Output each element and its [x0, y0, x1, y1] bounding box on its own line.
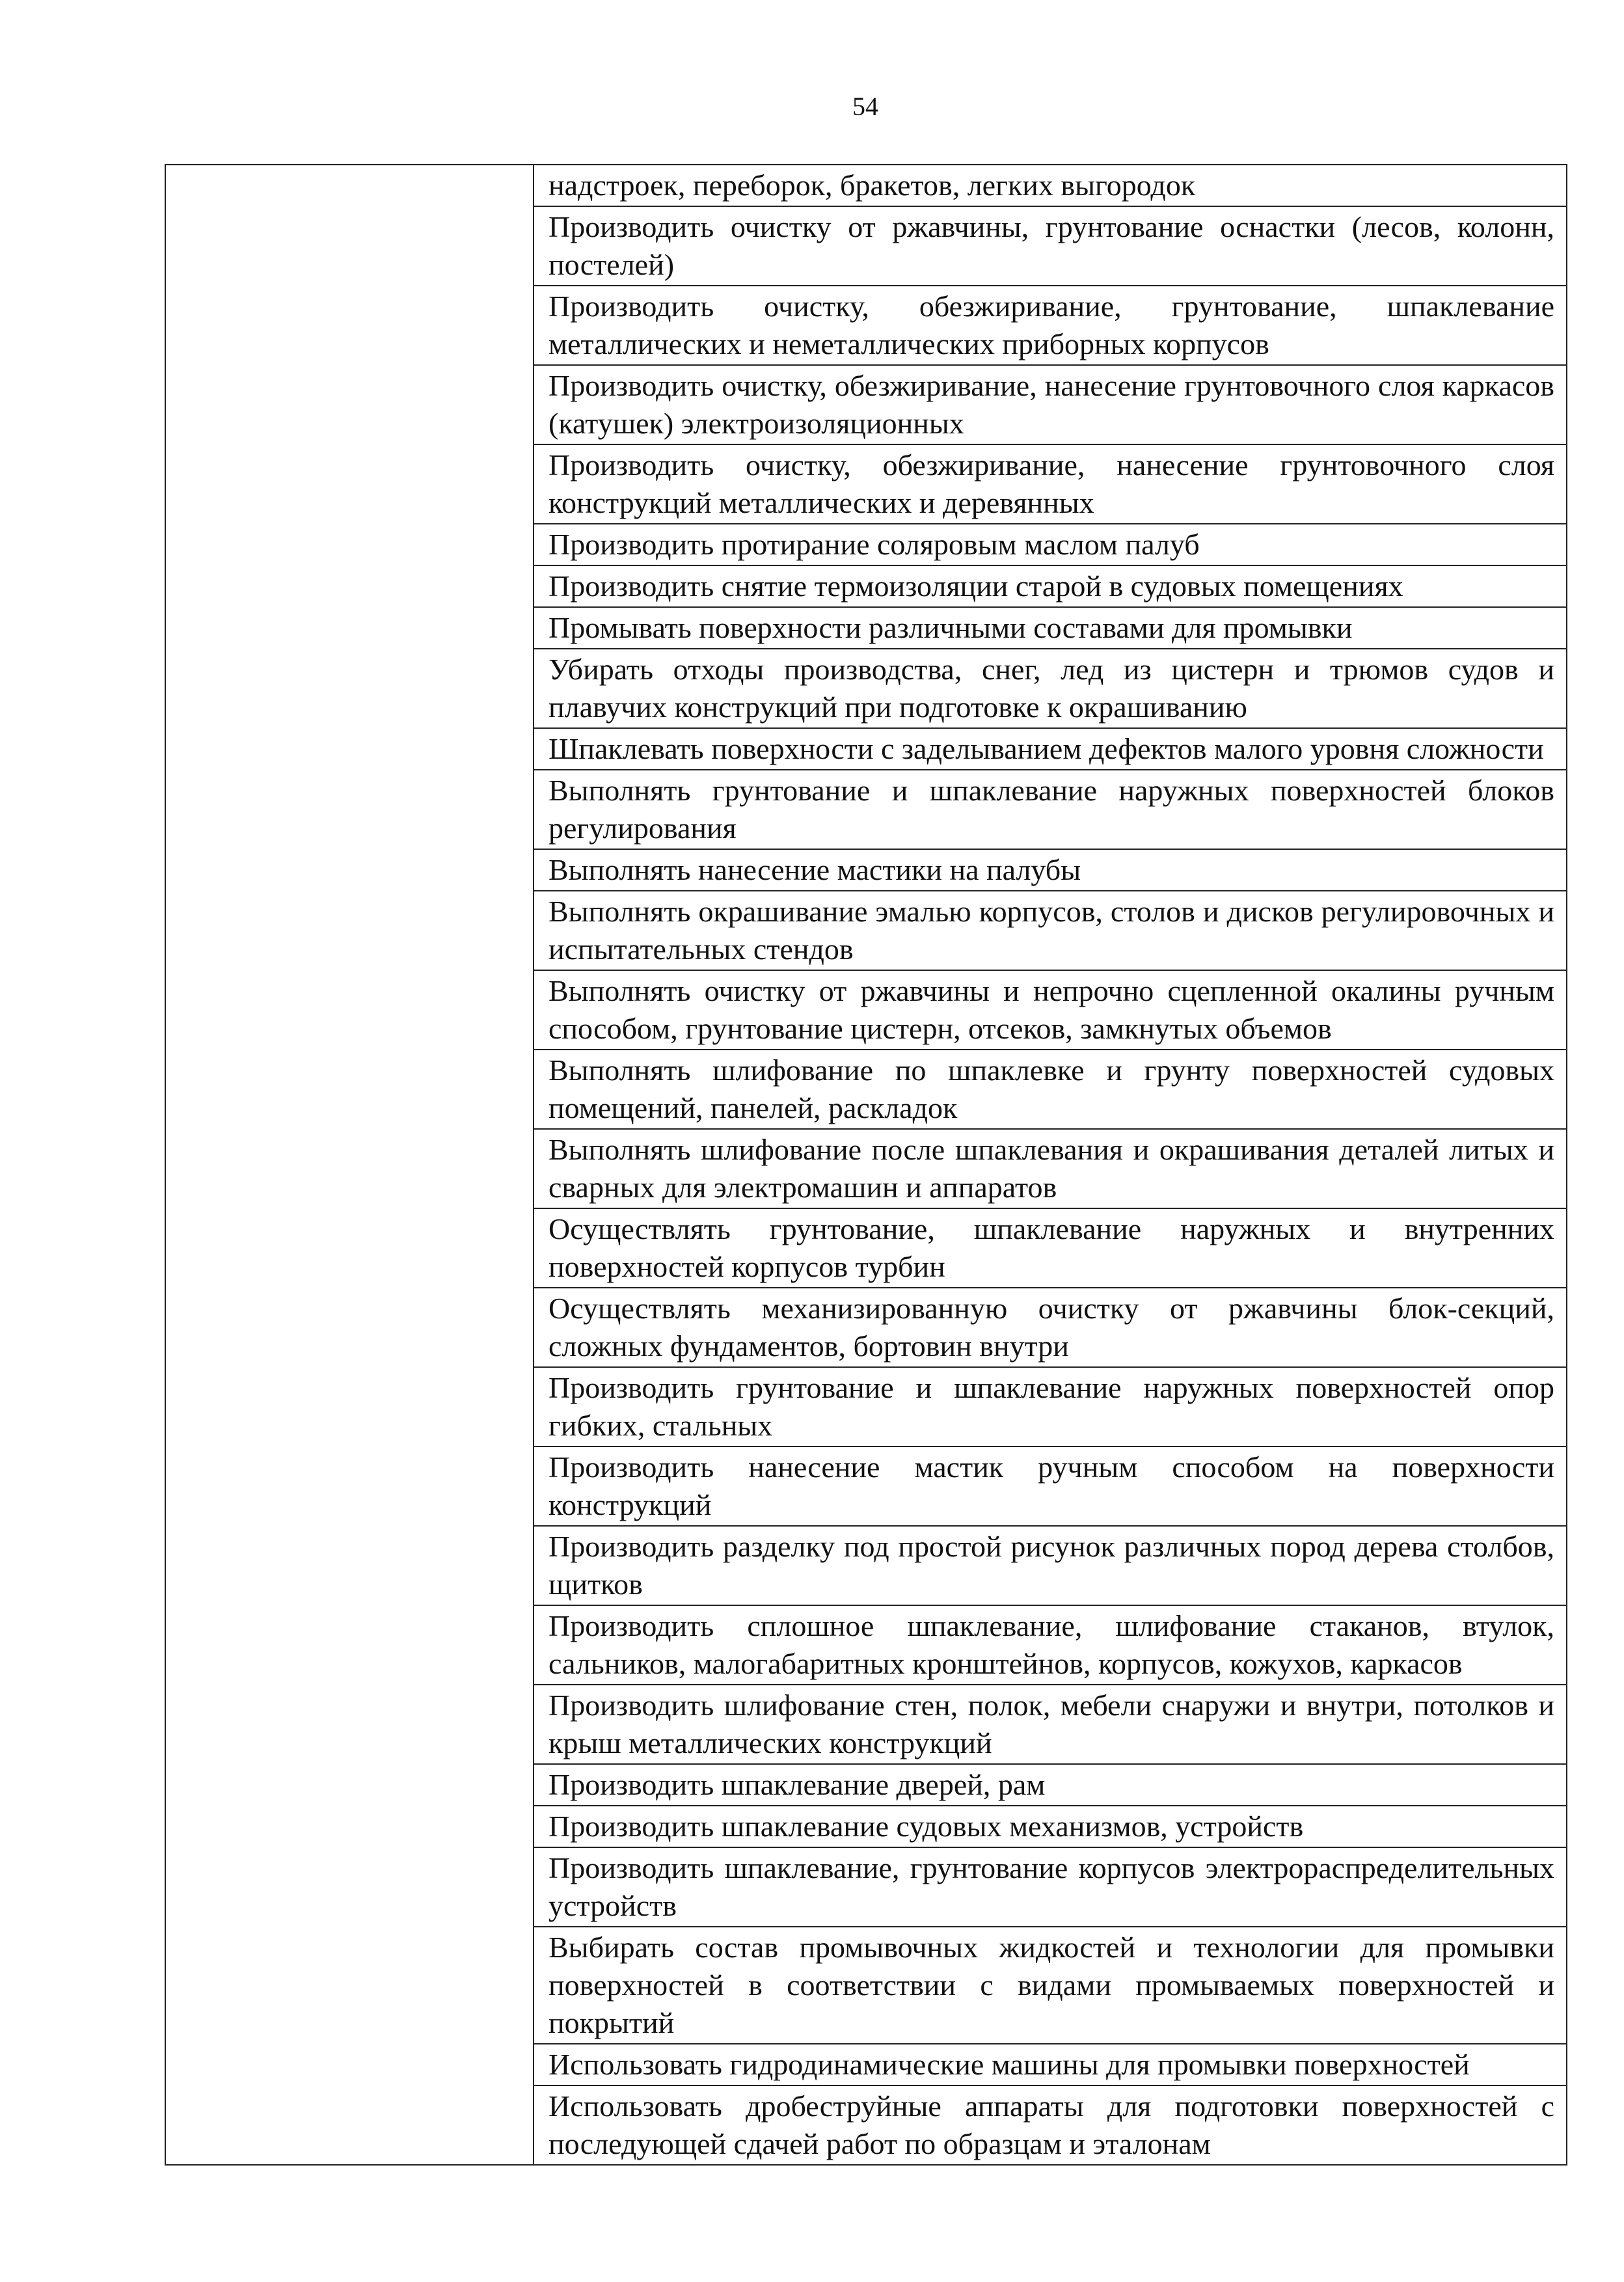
- action-text: Выполнять шлифование по шпаклевке и грунту поверхностей судовых помещений, панелей, раскладок: [548, 1053, 1554, 1124]
- action-text: Выбирать состав промывочных жидкостей и технологии для промывки поверхностей в соответствии с видами промываемых поверхностей и покрытий: [548, 1931, 1554, 2039]
- action-cell: [534, 1806, 1567, 1847]
- action-cell: [534, 286, 1567, 365]
- action-cell: [534, 1447, 1567, 1526]
- action-cell: [534, 1526, 1567, 1605]
- action-text: Выполнять грунтование и шпаклевание наружных поверхностей блоков регулирования: [548, 774, 1554, 845]
- action-cell: [534, 1050, 1567, 1129]
- action-text: Производить сплошное шпаклевание, шлифование стаканов, втулок, сальников, малогабаритных кронштейнов, корпусов, кожухов, каркасов: [548, 1609, 1554, 1680]
- action-text: Выполнять окрашивание эмалью корпусов, столов и дисков регулировочных и испытательных стендов: [548, 895, 1554, 966]
- action-cell: [534, 607, 1567, 649]
- action-text: Производить снятие термоизоляции старой в судовых помещениях: [548, 569, 1403, 603]
- action-cell: [534, 365, 1567, 444]
- action-text: Выполнять очистку от ржавчины и непрочно сцепленной окалины ручным способом, грунтование цистерн, отсеков, замкнутых объемов: [548, 974, 1554, 1045]
- table-body: [165, 165, 1567, 2165]
- action-cell: [534, 649, 1567, 728]
- action-text: Производить очистку, обезжиривание, нанесение грунтовочного слоя конструкций металлических и деревянных: [548, 448, 1554, 519]
- action-cell: [534, 1927, 1567, 2044]
- action-cell: [534, 1288, 1567, 1367]
- action-cell: [534, 728, 1567, 770]
- action-cell: [534, 524, 1567, 565]
- table-row: [165, 165, 1567, 206]
- action-text: Убирать отходы производства, снег, лед из цистерн и трюмов судов и плавучих конструкций при подготовке к окрашиванию: [548, 653, 1554, 724]
- action-text: Производить шпаклевание, грунтование корпусов электрораспределительных устройств: [548, 1851, 1554, 1922]
- action-cell: [534, 1129, 1567, 1208]
- action-cell: [534, 2085, 1567, 2165]
- action-text: Производить шпаклевание судовых механизмов, устройств: [548, 1810, 1304, 1843]
- action-text: Промывать поверхности различными составами для промывки: [548, 611, 1353, 644]
- page-number: 54: [852, 92, 878, 121]
- action-text: Осуществлять грунтование, шпаклевание наружных и внутренних поверхностей корпусов турбин: [548, 1212, 1554, 1283]
- action-cell: [534, 2044, 1567, 2085]
- action-cell: [534, 565, 1567, 607]
- action-cell: [534, 770, 1567, 849]
- action-text: Производить очистку, обезжиривание, нанесение грунтовочного слоя каркасов (катушек) электроизоляционных: [548, 369, 1554, 440]
- action-text: Выполнять нанесение мастики на палубы: [548, 853, 1081, 886]
- action-text: Производить разделку под простой рисунок различных пород дерева столбов, щитков: [548, 1530, 1554, 1601]
- action-cell: [534, 849, 1567, 891]
- action-cell: [534, 206, 1567, 286]
- action-text: Производить очистку от ржавчины, грунтование оснастки (лесов, колонн, постелей): [548, 210, 1554, 281]
- action-cell: [534, 970, 1567, 1050]
- action-text: Шпаклевать поверхности с заделыванием дефектов малого уровня сложности: [548, 732, 1544, 765]
- action-text: Производить грунтование и шпаклевание наружных поверхностей опор гибких, стальных: [548, 1371, 1554, 1442]
- action-cell: [534, 1605, 1567, 1685]
- left-column-cell: [165, 165, 534, 2165]
- action-text: Производить протирание соляровым маслом палуб: [548, 528, 1200, 561]
- action-text: Использовать гидродинамические машины для промывки поверхностей: [548, 2048, 1470, 2081]
- action-text: Выполнять шлифование после шпаклевания и окрашивания деталей литых и сварных для электромашин и аппаратов: [548, 1133, 1554, 1204]
- action-cell: [534, 1208, 1567, 1288]
- action-text: Производить шпаклевание дверей, рам: [548, 1768, 1046, 1801]
- action-text: Осуществлять механизированную очистку от ржавчины блок-секций, сложных фундаментов, бортовин внутри: [548, 1292, 1554, 1363]
- action-text: надстроек, переборок, бракетов, легких выгородок: [548, 169, 1196, 202]
- action-cell: [534, 444, 1567, 524]
- action-cell: [534, 1367, 1567, 1447]
- action-text: Производить очистку, обезжиривание, грунтование, шпаклевание металлических и неметаллических приборных корпусов: [548, 290, 1554, 360]
- action-cell: [534, 165, 1567, 206]
- action-cell: [534, 1685, 1567, 1764]
- action-text: Использовать дробеструйные аппараты для подготовки поверхностей с последующей сдачей работ по образцам и эталонам: [548, 2089, 1554, 2160]
- action-text: Производить нанесение мастик ручным способом на поверхности конструкций: [548, 1450, 1554, 1521]
- action-text: Производить шлифование стен, полок, мебели снаружи и внутри, потолков и крыш металлических конструкций: [548, 1689, 1554, 1759]
- action-cell: [534, 1764, 1567, 1806]
- action-cell: [534, 1847, 1567, 1927]
- action-cell: [534, 891, 1567, 970]
- labor-actions-table: [165, 164, 1567, 2166]
- table-container: [165, 164, 1565, 2166]
